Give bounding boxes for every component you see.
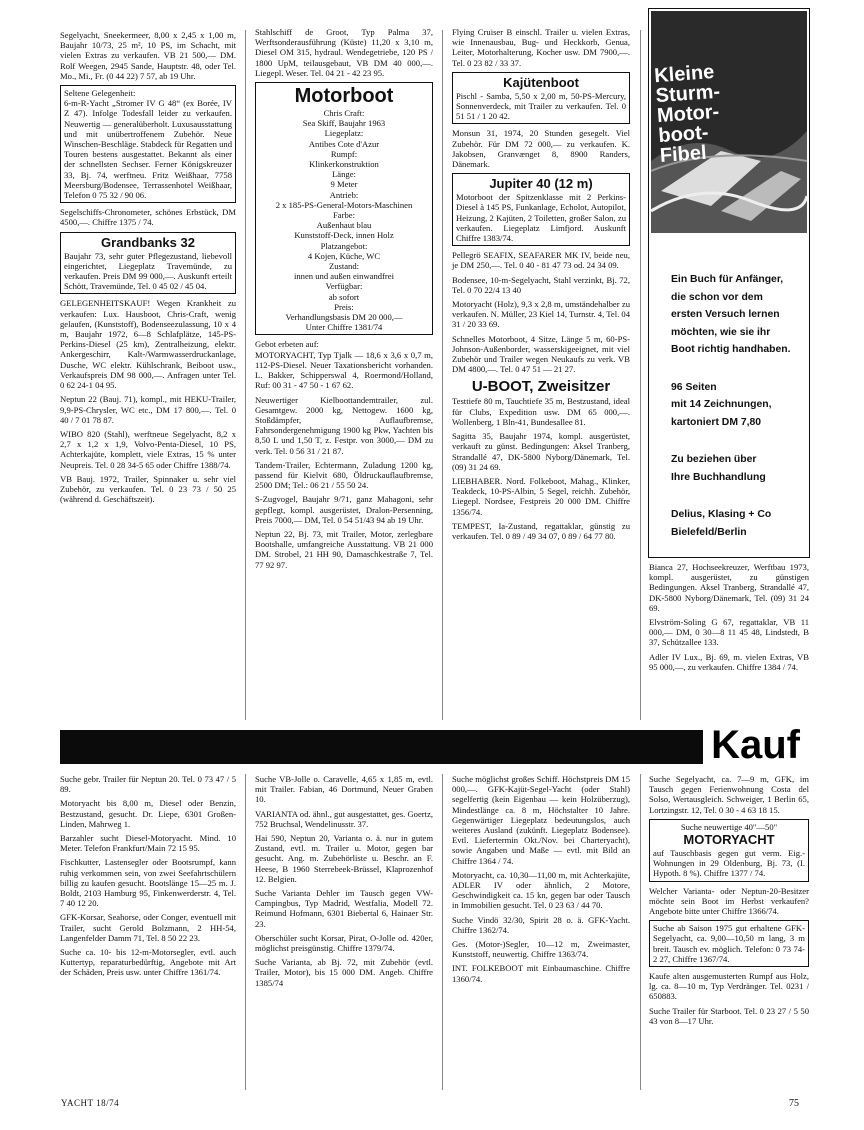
ad-text: Oberschüler sucht Korsar, Pirat, O-Jolle od. 420er, möglichst preisgünstig. Chiffre 1379/74. xyxy=(255,932,433,954)
ad-text: Monsun 31, 1974, 20 Stunden gesegelt. Viel Zubehör. Für DM 72 000,— zu verkaufen. K. Jakobsen, Granvænget 8, 8900 Randers, Dänemark. xyxy=(452,128,630,170)
ad-text: GELEGENHEITSKAUF! Wegen Krankheit zu verkaufen: Lux. Hausboot, Chris-Craft, wenig gelaufen, (Kunststoff), Bodenseezulassung, 10 x 4 m, Baujahr 1972, 6—8 Schlafplätze, 145-PS-Perkins-Diesel (25 km), Zentralheizung, elektr. Ankergeschirr, Kalt-/Warmwasserdruckanlage, Dusche, WC elektr. Kühlschrank, Beiboot usw., Verkaufspreis DM 98 000,—. Anfragen unter Tel. 0 62 24-1 04 95. xyxy=(60,298,236,391)
classified-ad xyxy=(255,529,433,570)
ad-text: GFK-Korsar, Seahorse, oder Conger, eventuell mit Trailer, sucht Gerold Bolzmann, 2 HH-54, Langenfelder Damm 71, Tel. 8 50 22 23. xyxy=(60,912,236,943)
issue-label: YACHT 18/74 xyxy=(61,1098,120,1108)
classified-ad xyxy=(60,474,236,505)
ad-text: Elvström-Soling G 67, regattaklar, VB 11 000,— DM, 0 30—8 11 45 48, Lindstedt, B 37, Schützallee 133. xyxy=(649,617,809,648)
ad-text: Suche Varianta Dehler im Tausch gegen VW-Campingbus, Typ Madrid, Westfalia, Modell 72. Reimund Hofmann, 6301 Biebertal 6, Hainaer Str. 23. xyxy=(255,888,433,929)
ad-text: Segelyacht, Sneekermeer, 8,00 x 2,45 x 1,00 m, Baujahr 10/73, 25 m², 10 PS, im Schacht, mit vielen Extras zu verkaufen. VB 21 500,— DM. Rolf Weegen, 2945 Sande, Hauptstr. 48, oder Tel. Mo., Mi., Fr. (0 44 22) 7 57, ab 19 Uhr. xyxy=(60,30,236,81)
ad-text: Suche Varianta, ab Bj. 72, mit Zubehör (evtl. Trailer, Motor), bis 15 000 DM. Angeb. Chiffre 1385/74 xyxy=(255,957,433,988)
ad-text: Suche gebr. Trailer für Neptun 20. Tel. 0 73 47 / 5 89. xyxy=(60,774,236,795)
classified-ad xyxy=(255,833,433,884)
classified-ad xyxy=(255,888,433,929)
ad-text: Pischl - Samba, 5,50 x 2,00 m, 50-PS-Mercury, Sonnenverdeck, mit Trailer zu verkaufen. Tel. 0 51 51 / 1 20 42. xyxy=(456,90,626,122)
classified-ad xyxy=(60,85,236,203)
ad-text: Suche möglichst großes Schiff. Höchstpreis DM 15 000,—. GFK-Kajüt-Segel-Yacht (oder Stahl) segelfertig (kein Eigenbau — kein Holzüberzug), Mindestlänge ca. 8 m, Höchstalter 10 Jahre. Gegenwärtiger Liegeplatz bedeutungslos, auch weiteres Ausland (zukünft. Liegeplatz Bodensee). Evtl. Liefertermin Okt./Nov. bei Charteryacht), sowie Angaben und Maße — evtl. mit Bild an Chiffre 1364 / 74. xyxy=(452,774,630,866)
ad-text: LIEBHABER. Nord. Folkeboot, Mahag., Klinker, Teakdeck, 10-PS-Albin, 5 Segel, reichh. Zubehör, Liegepl. Nordsee, Festpreis 20 000 DM. Chiffre 1356/74. xyxy=(452,475,630,517)
classified-ad xyxy=(60,232,236,295)
ad-text: WIBO 820 (Stahl), werftneue Segelyacht, 8,2 x 2,7 x 1,2 x 1,9, Volvo-Penta-Diesel, 10 PS, Achterkajüte, komplett, viele Extras, 15 % unter Neupreis. Tel. 0 28 34-5 65 oder Chiffre 1388/74. xyxy=(60,428,236,470)
classified-ad xyxy=(60,798,236,829)
classified-ad xyxy=(649,652,809,672)
book-specs xyxy=(671,379,801,432)
wanted-ads-column-4 xyxy=(649,774,809,1030)
ad-text: auf Tauschbasis gegen gut verm. Eig.-Wohnungen in 29 Oldenburg, Bj. 73, (I. Hypoth. 8 %). Chiffre 1377 / 74. xyxy=(653,848,805,879)
classified-ad xyxy=(255,460,433,491)
book-cover-title: Kleine Sturm-Motor-boot-Fibel xyxy=(653,61,721,168)
ad-heading: MOTORYACHT xyxy=(683,832,775,848)
classified-ad xyxy=(452,128,630,169)
book-pitch-line: Ein Buch für Anfänger, xyxy=(671,274,784,285)
ad-text: Gebot erbeten auf: MOTORYACHT, Typ Tjalk — 18,6 x 3,6 x 0,7 m, 112-PS-Diesel. Neuer Taxationsbericht vorhanden. L. Bakker, Schipperswal 4, Roermond/Holland, Ruf: 00 31 - 47 50 - 1 67 62. xyxy=(255,339,433,391)
ad-text: VB Bauj. 1972, Trailer, Spinnaker u. sehr viel Zubehör, zu verkaufen. Tel. 0 23 73 / 50 25 (während d. Geschäftszeit). xyxy=(60,473,236,505)
ad-text: Motorboot der Spitzenklasse mit 2 Perkins-Diesel à 145 PS, Funkanlage, Echolot, Autopilot, Heizung, 2 Kajüten, 2 Toiletten, großer Salon, zu verkaufen. Liegeplatz Limfjord. Auskunft Chiffre 1383/74. xyxy=(456,192,626,244)
column-divider xyxy=(640,774,641,1090)
classified-ad xyxy=(60,833,236,853)
ad-text: Schnelles Motorboot, 4 Sitze, Länge 5 m, 60-PS-Johnson-Außenborder, wasserskigeeignet, mit viel Zubehör und Trailer wegen Neukaufs zu verk. VB DM 4800,—. Tel. 0 47 51 — 21 27. xyxy=(452,333,630,375)
ad-text: Neuwertiger Kielboottandemtrailer, zul. Gesamtgew. 2000 kg, Nettogew. 1600 kg, Stoßdämpfer, Auflaufbremse, Fahrsondergenehmigung 1900 kg Pkw, Yachten bis 8,50 L und 1,50 T, z. Festpr. von 3000,— DM zu verk. Tel. 0 56 31 / 21 87. xyxy=(255,394,433,456)
classified-ad xyxy=(649,617,809,648)
ad-heading: Kajütenboot xyxy=(503,74,579,90)
classified-ad xyxy=(452,250,630,270)
classified-ad xyxy=(60,857,236,908)
book-pitch-line: möchten, wie sie ihr xyxy=(671,326,771,338)
classified-ad xyxy=(649,774,809,815)
classified-ad xyxy=(452,173,630,246)
classified-ad xyxy=(452,72,630,125)
classified-ad xyxy=(452,915,630,935)
classified-ad xyxy=(60,774,236,794)
book-where-line: Ihre Buchhandlung xyxy=(671,471,766,483)
classified-ad xyxy=(60,429,236,470)
ad-text: Adler IV Lux., Bj. 69, m. vielen Extras, VB 95 000,—, zu verkaufen. Chiffre 1384 / 74. xyxy=(649,651,809,672)
column-divider xyxy=(640,30,641,720)
classified-ad xyxy=(60,207,236,227)
ad-text: Barzahler sucht Diesel-Motoryacht. Mind. 10 Meter. Telefon Frankfurt/Main 72 15 95. xyxy=(60,833,236,854)
ad-heading: Motorboot xyxy=(294,85,394,108)
wanted-ads-column-2 xyxy=(255,774,433,992)
ad-text: Welcher Varianta- oder Neptun-20-Besitzer möchte sein Boot im Herbst verkaufen? Angebote bitte unter Chiffre 1366/74. xyxy=(649,885,809,917)
section-banner xyxy=(60,723,808,767)
ad-text: Suche Segelyacht, ca. 7—9 m, GFK, im Tausch gegen Ferienwohnung Costa del Solso, Wertausgleich. Schweiger, 1 Berlin 65, Lortzingstr. 12, Tel. 0 30 - 4 63 18 15. xyxy=(649,774,809,815)
ad-text: Suche Trailer für Starboot. Tel. 0 23 27 / 5 50 43 von 8—17 Uhr. xyxy=(649,1005,809,1026)
ad-text: VARIANTA od. ähnl., gut ausgestattet, ges. Goertz, 752 Bruchsal, Wendelinusstr. 37. xyxy=(255,808,433,829)
ad-text: Suche Vindö 32/30, Spirit 28 o. ä. GFK-Yacht. Chiffre 1362/74. xyxy=(452,914,630,935)
classified-ad xyxy=(255,395,433,456)
ad-text: Seltene Gelegenheit: 6-m-R-Yacht „Stromer IV G 48“ (ex Borée, IV Z 47). Infolge Todesfall leider zu verkaufen. Neuwertig — generalüberholt. Luxusausstattung und mit unübertroffenem Zubehör. Neue Winschen-Beschläge. Stabdeck für Regatten und Touren bestens ausgestattet. Bekannt als einer der schnellsten Sechser. Ferner Königskreuzer 33, Bj. 74, werftneu. Fritz Weißhaar, 7758 Meersburg/Bodensee, Terrassenhotel Weißhaar, Telefon 0 75 32 / 90 06. xyxy=(64,88,232,201)
ad-text: TEMPEST, Ia-Zustand, regattaklar, günstig zu verkaufen. Tel. 0 89 / 49 34 07, 0 89 / 64 77 80. xyxy=(452,520,630,541)
ad-text: Neptun 22 (Bauj. 71), kompl., mit HEKU-Trailer, 9,9-PS-Chrysler, WC etc., DM 17 800,—. Tel. 0 40 / 7 01 78 87. xyxy=(60,394,236,425)
ad-text: Sagitta 35, Baujahr 1974, kompl. ausgerüstet, verkauft zu günst. Bedingungen: Aksel Tranberg, Strandallé 47, DK-5800 Nyborg/Dänemark, Tel. (09) 31 24 69. xyxy=(452,431,630,472)
section-banner-label: Kauf xyxy=(703,725,808,765)
column-divider xyxy=(245,774,246,1090)
ad-heading: Jupiter 40 (12 m) xyxy=(489,176,593,192)
classified-ad xyxy=(452,275,630,295)
book-spec-line: kartoniert DM 7,80 xyxy=(671,416,762,428)
book-cover-image xyxy=(651,11,807,233)
classified-ad xyxy=(255,82,433,335)
book-availability xyxy=(671,451,801,486)
classified-ad xyxy=(255,339,433,390)
ad-text: Bianca 27, Hochseekreuzer, Werftbau 1973, kompl. ausgerüstet, zu günstigen Bedingungen. Aksel Tranberg, Strandallé 47, DK-5800 Nyborg/Dänemark, Tel. (09) 31 24 69. xyxy=(649,562,809,613)
book-description xyxy=(671,271,801,541)
classified-ad xyxy=(60,912,236,943)
ad-text: Testtiefe 80 m, Tauchtiefe 35 m, Bestzustand, ideal für Clubs, Expedition usw. DM 65 000,—. Wollenberg, 1 Bln-41, Bundesallee 81. xyxy=(452,396,630,427)
ads-column-4 xyxy=(649,562,809,676)
ad-text: Motoryacht bis 8,00 m, Diesel oder Benzin, Bestzustand, gesucht. Dr. Liepe, 6301 Großen-Linden, Mahrweg 1. xyxy=(60,798,236,829)
classified-ad xyxy=(60,298,236,390)
classified-ad xyxy=(60,30,236,81)
ads-column-1 xyxy=(60,30,236,508)
book-spec-line: mit 14 Zeichnungen, xyxy=(671,399,772,410)
classified-ad xyxy=(649,562,809,613)
column-divider xyxy=(245,30,246,720)
ad-text: Suche VB-Jolle o. Caravelle, 4,65 x 1,85 m, evtl. mit Trailer. Fabian, 46 Dortmund, Neuer Graben 10. xyxy=(255,774,433,805)
book-pitch xyxy=(671,271,801,359)
classified-ad xyxy=(649,819,809,882)
classified-ad xyxy=(255,774,433,805)
classified-ad xyxy=(649,971,809,1002)
ad-text: Chris Craft: Sea Skiff, Baujahr 1963 Liegeplatz: Antibes Cote d'Azur Rumpf: Klinkerkonstruktion Länge: 9 Meter Antrieb: 2 x 185-PS-General-Motors-Maschinen Farbe: Außenhaut blau Kunststoff-Deck, innen Holz Platzangebot: 4 Kojen, Küche, WC Zustand: innen und außen einwandfrei Verfügbar: ab sofort Preis: Verhandlungsbasis DM 20 000,— Unter Chiffre 1381/74 xyxy=(275,108,413,333)
ad-text: Baujahr 73, sehr guter Pflegezustand, liebevoll eingerichtet, Liegeplatz Travemünde, zu verkaufen. Preis DM 99 000,—. Auskunft erteilt Schött, Travemünde, Tel. 0 45 02 / 45 04. xyxy=(64,250,232,292)
classified-ad xyxy=(452,378,630,427)
classified-ad xyxy=(452,939,630,959)
classified-ad xyxy=(255,494,433,525)
page-number: 75 xyxy=(789,1098,799,1109)
ad-text: INT. FOLKEBOOT mit Einbaumaschine. Chiffre 1360/74. xyxy=(452,963,630,984)
wanted-ads-column-1 xyxy=(60,774,236,982)
classified-ad xyxy=(255,809,433,829)
ad-text: S-Zugvogel, Baujahr 9/71, ganz Mahagoni, sehr gepflegt, kompl. ausgerüstet, Dralon-Persenning, Preis 7000,— DM, Tel. 0 54 51/43 94 ab 19 Uhr. xyxy=(255,494,433,525)
classified-ad xyxy=(452,963,630,983)
ad-heading: U-BOOT, Zweisitzer xyxy=(471,378,611,396)
ad-text: Ges. (Motor-)Segler, 10—12 m, Zweimaster, Kunststoff, neuwertig. Chiffre 1363/74. xyxy=(452,939,630,960)
classified-ad xyxy=(452,870,630,911)
book-publisher-line: Delius, Klasing + Co xyxy=(671,509,772,520)
book-advertisement xyxy=(648,8,810,558)
column-divider xyxy=(442,30,443,720)
ad-text: Flying Cruiser B einschl. Trailer u. vielen Extras, wie Innenausbau, Bug- und Heckkorb, Genua, Leiter, Motorhalterung, Kocher usw. DM 7900,—. Tel. 0 23 82 / 33 37. xyxy=(452,27,630,68)
ad-text: Motoryacht, ca. 10,30—11,00 m, mit Achterkajüte, ADLER IV oder ähnlich, 2 Motore, Geschwindigkeit ca. 15 kn, gegen bar oder Tausch in Immobilien gesucht. Tel. 0 23 63 / 44 70. xyxy=(452,869,630,911)
classified-ad xyxy=(452,476,630,517)
classified-ad xyxy=(452,431,630,472)
wanted-ads-column-3 xyxy=(452,774,630,988)
classified-ad xyxy=(649,886,809,917)
classified-ad xyxy=(649,1006,809,1026)
classified-ad xyxy=(255,957,433,988)
ad-text: Suche ab Saison 1975 gut erhaltene GFK-Segelyacht, ca. 9,00—10,50 m lang, 3 m breit. Tausch ev. möglich. Telefon: 0 73 74-2 27, Chiffre 1367/74. xyxy=(653,923,805,964)
classified-ad xyxy=(452,521,630,541)
book-pitch-line: Boot richtig handhaben. xyxy=(671,344,791,355)
classified-ad xyxy=(452,299,630,330)
ad-text: Neptun 22, Bj. 73, mit Trailer, Motor, zerlegbare Bootshalle, umfangreiche Ausstattung. VB 21 000 DM. Strobel, 21 HH 90, Damaschkestraße 7, Tel. 77 92 97. xyxy=(255,528,433,570)
ad-text: Suche ca. 10- bis 12-m-Motorsegler, evtl. auch Kuttertyp, reparaturbedürftig, Angebote mit Art der Schäden, Preis usw. unter Chiffre 1361/74. xyxy=(60,947,236,978)
classified-ad xyxy=(255,27,433,78)
ads-column-2 xyxy=(255,27,433,574)
classified-ad xyxy=(60,947,236,978)
book-pitch-line: ersten Versuch lernen xyxy=(671,309,780,320)
classified-ad xyxy=(60,394,236,425)
ad-text: Segelschiffs-Chronometer, schönes Erbstück, DM 4500,—. Chiffre 1375 / 74. xyxy=(60,207,236,228)
ads-column-3 xyxy=(452,27,630,545)
ad-text: Pellegrö SEAFIX, SEAFARER MK IV, beide neu, je DM 250,—. Tel. 0 40 - 81 47 73 od. 24 34 09. xyxy=(452,250,630,271)
classified-ad xyxy=(452,774,630,866)
classified-ad xyxy=(452,27,630,68)
book-pitch-line: die schon vor dem xyxy=(671,291,763,303)
ad-text: Stahlschiff de Groot, Typ Palma 37, Werftsonderausführung (Küste) 11,20 x 3,10 m, Diesel OM 315, hydraul. Wendegetriebe, 120 PS / 1800 UpM, teilausgebaut, VB DM 40 000,—. Liegepl. Weser. Tel. 04 21 - 42 23 95. xyxy=(255,27,433,78)
classified-ad xyxy=(649,920,809,967)
ad-heading: Grandbanks 32 xyxy=(101,234,195,250)
ad-text: Kaufe alten ausgemusterten Rumpf aus Holz, lg. ca. 8—10 m, Typ Verdränger. Tel. 0231 / 650883. xyxy=(649,971,809,1002)
book-publisher xyxy=(671,506,801,541)
book-publisher-line: Bielefeld/Berlin xyxy=(671,526,747,538)
book-where-line: Zu beziehen über xyxy=(671,454,757,465)
book-spec-line: 96 Seiten xyxy=(671,381,717,393)
column-divider xyxy=(442,774,443,1090)
ad-text: Hai 590, Neptun 20, Varianta o. ä. nur in gutem Zustand, evtl. m. Trailer u. Motor, gegen bar gesucht. Ang. m. Zubehörliste u. Beschr. an F. Heese, B 1960 Sterrebeek-Brüssel, Klaprozenhof 12. Belgien. xyxy=(255,833,433,884)
classified-ad xyxy=(452,334,630,375)
ad-text: Bodensee, 10-m-Segelyacht, Stahl verzinkt, Bj. 72, Tel. 0 70 22/4 13 40 xyxy=(452,274,630,295)
classified-ad xyxy=(255,933,433,953)
ad-preheading: Suche neuwertige 40"—50" xyxy=(680,821,778,832)
ad-text: Motoryacht (Holz), 9,3 x 2,8 m, umständehalber zu verkaufen. N. Müller, 23 Kiel 14, Turnstr. 4, Tel. 04 31 / 20 33 69. xyxy=(452,299,630,330)
ad-text: Fischkutter, Lastensegler oder Bootsrumpf, kann ruhig verkommen sein, von zwei Seefahrtschülern billig zu kaufen gesucht. Bootslänge 15—25 m. J. Boldt, 2103 Hamburg 95, Finkenwerderstr. 4, Tel. 7 40 12 20. xyxy=(60,857,236,909)
ad-text: Tandem-Trailer, Echtermann, Zuladung 1200 kg, passend für Kielvit 680, Öldruckauflaufbremse, 2500 DM; Tel.: 06 21 / 55 50 24. xyxy=(255,459,433,491)
